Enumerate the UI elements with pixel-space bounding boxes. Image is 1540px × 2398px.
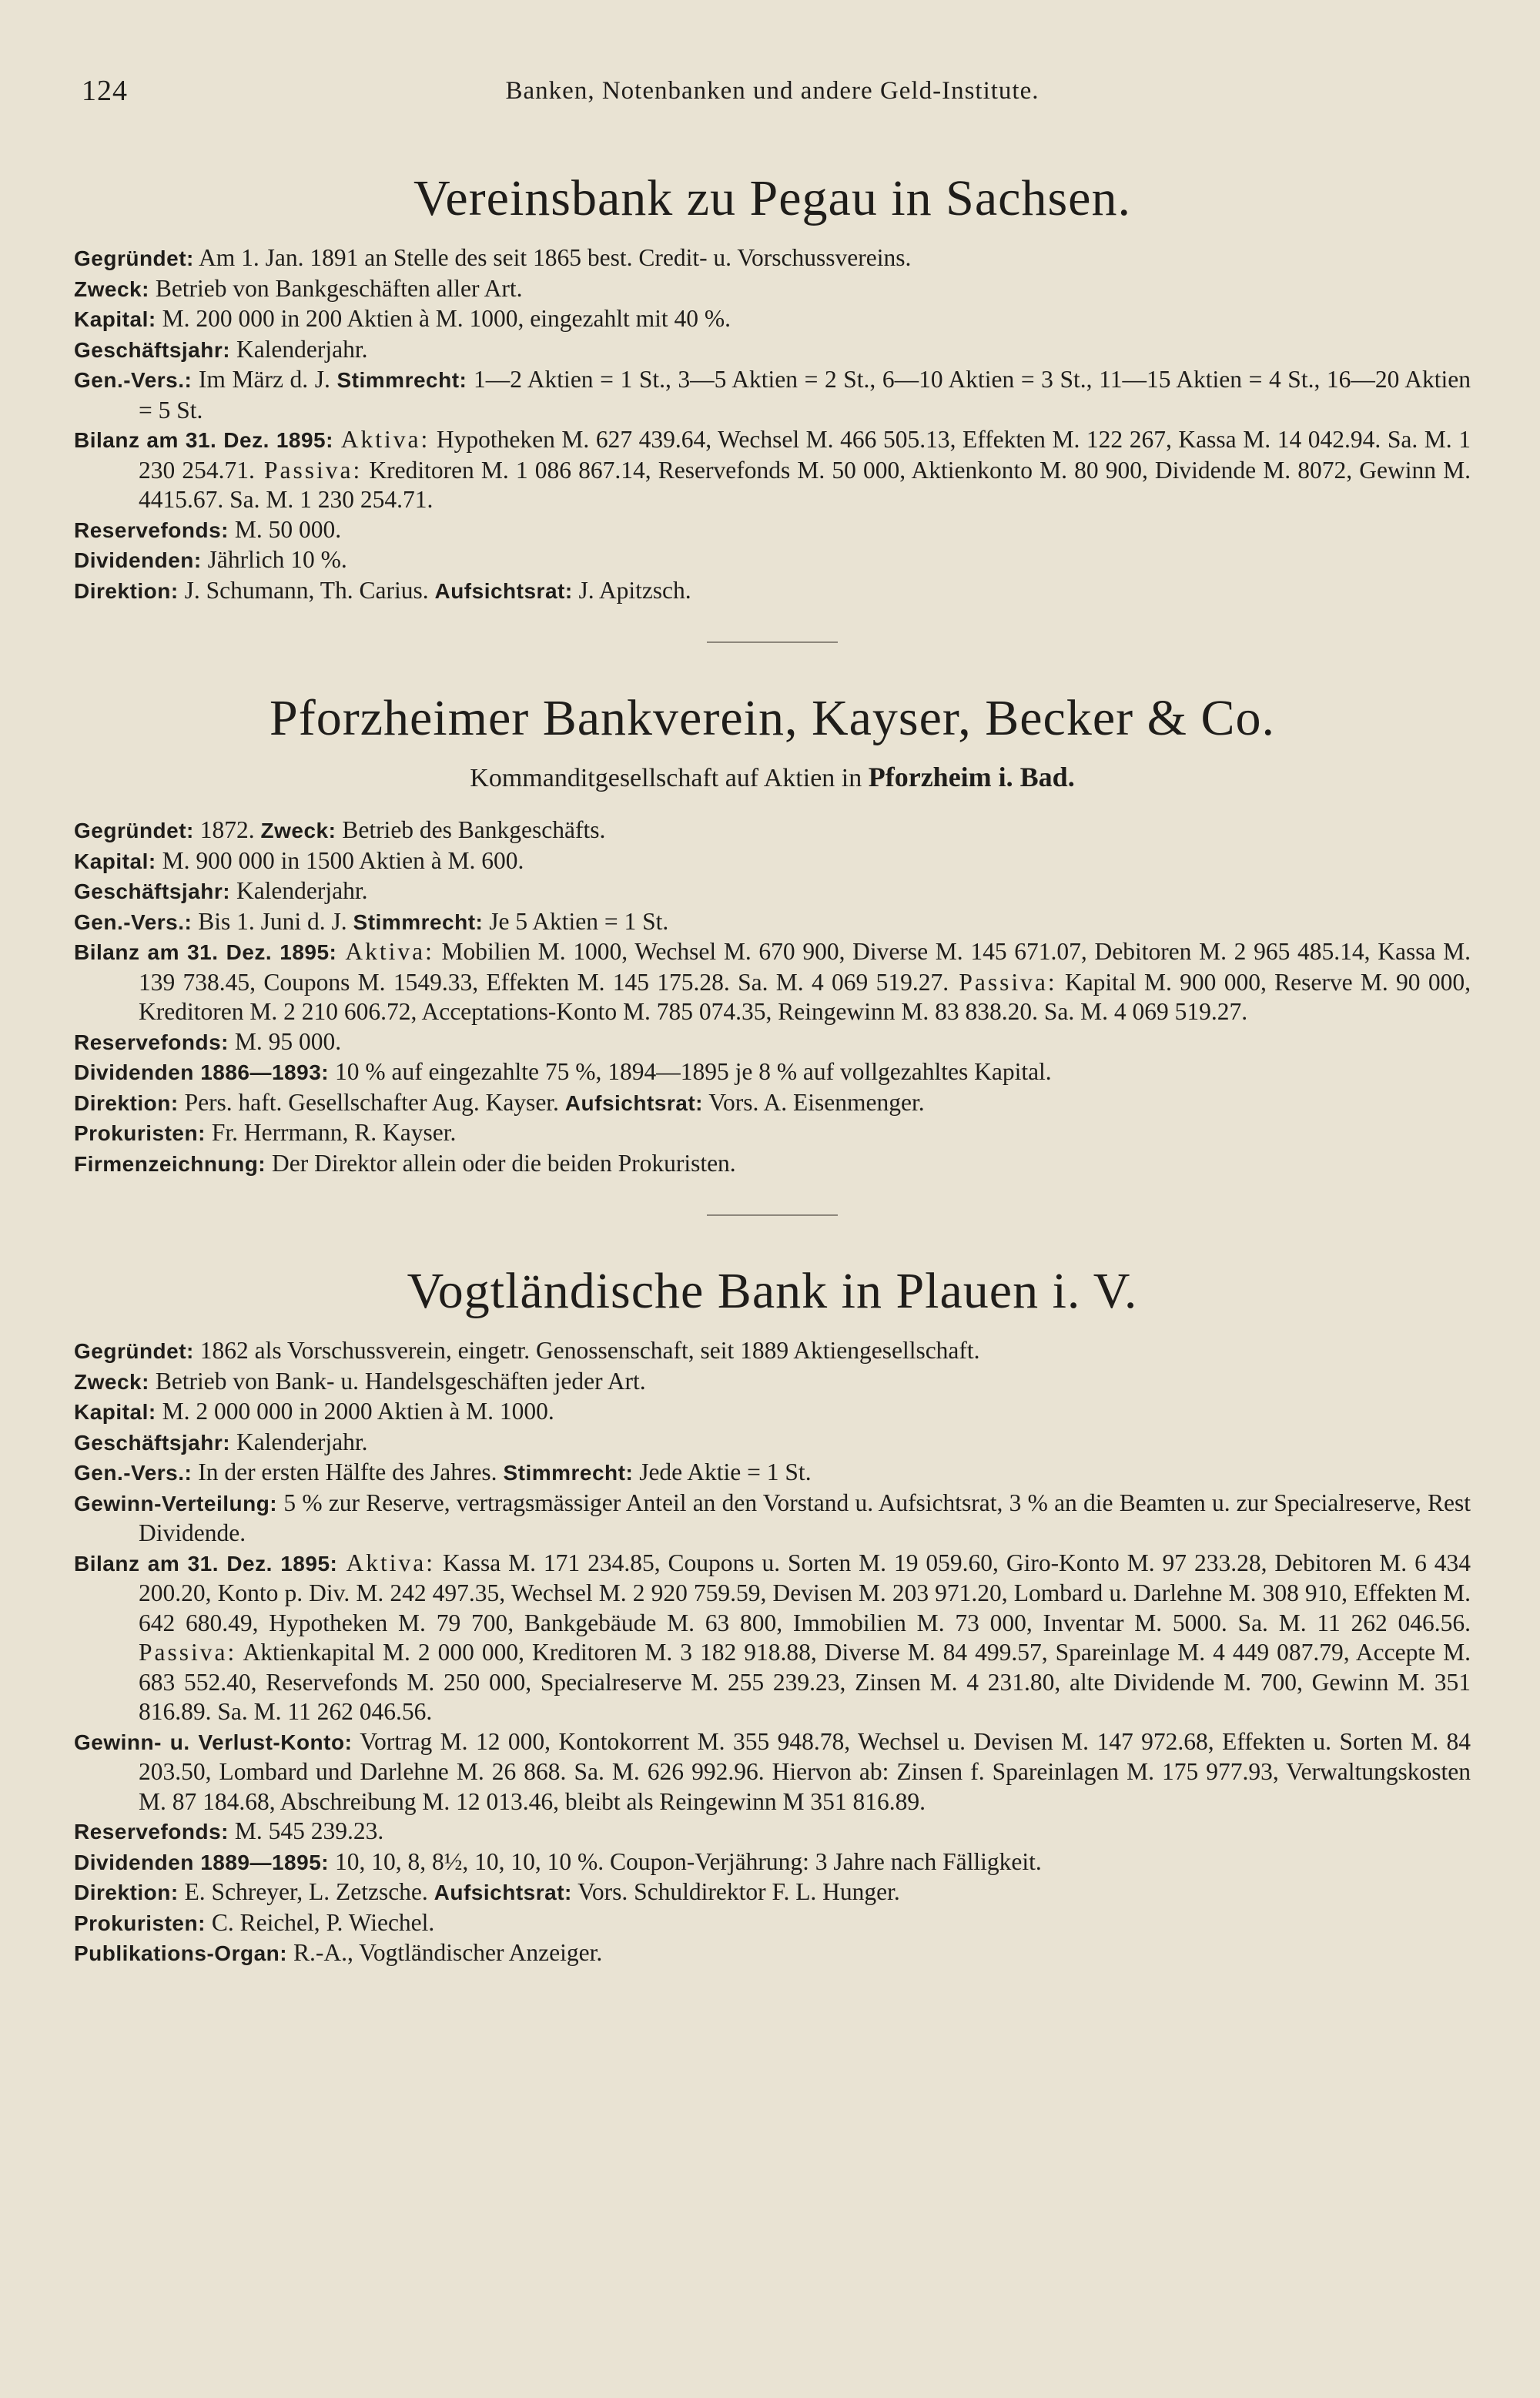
entry-text: M. 200 000 in 200 Aktien à M. 1000, eingezahlt mit 40 %. bbox=[156, 305, 731, 332]
entry-label: Gen.-Vers.: bbox=[74, 909, 192, 934]
entry-text: Im März d. J. bbox=[192, 366, 337, 393]
running-header bbox=[74, 74, 1471, 120]
entry-text-secondary: Vors. A. Eisenmenger. bbox=[703, 1088, 925, 1116]
entry-text: Kalenderjahr. bbox=[230, 1428, 368, 1455]
entry-bilanz bbox=[74, 425, 1471, 515]
entry-direktion bbox=[74, 1877, 1471, 1908]
entry-geschaeftsjahr bbox=[74, 1428, 1471, 1459]
entry-reservefonds bbox=[74, 1817, 1471, 1847]
section-divider bbox=[707, 1214, 838, 1216]
entry-text-secondary: Kapital M. 900 000, Reserve M. 90 000, Kreditoren M. 2 210 606.72, Acceptations-Konto M. 785 074.35, Reingewinn M. 83 838.20. Sa. M. 4 069 519.27. bbox=[139, 968, 1471, 1025]
entry-label: Gen.-Vers.: bbox=[74, 1461, 192, 1485]
entry-text: Mobilien M. 1000, Wechsel M. 670 900, Diverse M. 145 671.07, Debitoren M. 2 965 485.14, Kassa M. 139 738.45, Coupons M. 1549.33, Effekten M. 145 175.28. Sa. M. 4 069 519.27. bbox=[139, 938, 1471, 996]
entry-label: Gegründet: bbox=[74, 819, 194, 842]
entry-kapital bbox=[74, 304, 1471, 335]
entry-label: Direktion: bbox=[74, 1090, 179, 1115]
entry-label: Direktion: bbox=[74, 1881, 179, 1904]
entry-label: Gewinn- u. Verlust-Konto: bbox=[74, 1730, 353, 1754]
aktiva-label: Aktiva: bbox=[337, 1549, 436, 1576]
entry-text: 10, 10, 8, 8½, 10, 10, 10 %. Coupon-Verjährung: 3 Jahre nach Fälligkeit. bbox=[329, 1847, 1042, 1875]
entry-label: Reservefonds: bbox=[74, 1030, 229, 1054]
entry-text: Der Direktor allein oder die beiden Prokuristen. bbox=[266, 1149, 736, 1177]
entry-text: Vortrag M. 12 000, Kontokorrent M. 355 948.78, Wechsel u. Devisen M. 147 972.68, Effekten u. Sorten M. 84 203.50, Lombard und Darlehne M. 26 868. Sa. M. 626 992.96. Hiervon ab: Zinsen f. Spareinlagen M. 175 977.93, Verwaltungskosten M. 87 184.68, Abschreibung M. 12 013.46, bleibt als Reingewinn M 351 816.89. bbox=[139, 1727, 1471, 1815]
entry-text: M. 900 000 in 1500 Aktien à M. 600. bbox=[156, 846, 524, 874]
entry-text: M. 50 000. bbox=[229, 515, 342, 543]
section-divider bbox=[707, 641, 838, 643]
entry-text-secondary: J. Apitzsch. bbox=[572, 576, 691, 604]
entry-text: C. Reichel, P. Wiechel. bbox=[205, 1908, 435, 1936]
entry-dividenden bbox=[74, 545, 1471, 576]
entry-text: M. 545 239.23. bbox=[229, 1817, 384, 1844]
entry-label: Bilanz am 31. Dez. 1895: bbox=[74, 428, 333, 452]
entry-bilanz bbox=[74, 1549, 1471, 1727]
entry-kapital bbox=[74, 1397, 1471, 1428]
aktiva-label: Aktiva: bbox=[333, 426, 430, 453]
entry-label: Gegründet: bbox=[74, 1339, 194, 1363]
entry-gegruendet bbox=[74, 1336, 1471, 1367]
entry-label: Kapital: bbox=[74, 849, 156, 873]
running-title: Banken, Notenbanken und andere Geld-Institute. bbox=[505, 77, 1040, 105]
entry-reservefonds bbox=[74, 515, 1471, 546]
entry-firmenzeichnung bbox=[74, 1149, 1471, 1180]
entry-prokuristen bbox=[74, 1908, 1471, 1939]
entry-label-secondary: Zweck: bbox=[260, 819, 336, 842]
entry-zweck bbox=[74, 1367, 1471, 1398]
entry-text-secondary: 1—2 Aktien = 1 St., 3—5 Aktien = 2 St., 6—10 Aktien = 3 St., 11—15 Aktien = 4 St., 16—20 Aktien = 5 St. bbox=[139, 366, 1471, 424]
entry-label-secondary: Stimmrecht: bbox=[353, 909, 484, 934]
entry-text: E. Schreyer, L. Zetzsche. bbox=[178, 1878, 434, 1905]
entry-text-secondary: Aktienkapital M. 2 000 000, Kreditoren M. 3 182 918.88, Diverse M. 84 499.57, Spareinlage M. 4 449 087.79, Accepte M. 683 552.40, Reservefonds M. 250 000, Specialreserve M. 255 239.23, Zinsen M. 4 231.80, alte Dividende M. 700, Gewinn M. 351 816.89. Sa. M. 11 262 046.56. bbox=[139, 1639, 1471, 1725]
entry-text: M. 95 000. bbox=[229, 1027, 342, 1055]
entry-text: Betrieb von Bank- u. Handelsgeschäften jeder Art. bbox=[149, 1367, 646, 1395]
entry-text: 1872. bbox=[193, 816, 261, 843]
entry-text: Fr. Herrmann, R. Kayser. bbox=[205, 1119, 457, 1146]
entry-label: Geschäftsjahr: bbox=[74, 879, 231, 903]
entry-geschaeftsjahr bbox=[74, 876, 1471, 907]
entry-label-secondary: Stimmrecht: bbox=[503, 1461, 634, 1485]
entry-label: Reservefonds: bbox=[74, 1820, 229, 1844]
entry-label-secondary: Stimmrecht: bbox=[336, 368, 467, 392]
entry-label: Dividenden 1886—1893: bbox=[74, 1060, 330, 1084]
entry-gen-vers bbox=[74, 907, 1471, 938]
section-subtitle bbox=[74, 760, 1471, 795]
section-title: Pforzheimer Bankverein, Kayser, Becker & Co. bbox=[270, 690, 1275, 746]
entry-text: 5 % zur Reserve, vertragsmässiger Anteil an den Vorstand u. Aufsichtsrat, 3 % an die Beamten u. zur Specialreserve, Rest Dividende. bbox=[139, 1489, 1471, 1546]
entry-label: Geschäftsjahr: bbox=[74, 1430, 231, 1455]
entry-label-secondary: Aufsichtsrat: bbox=[434, 578, 573, 603]
entry-text: Pers. haft. Gesellschafter Aug. Kayser. bbox=[178, 1088, 565, 1116]
entry-text-secondary: Betrieb des Bankgeschäfts. bbox=[336, 816, 606, 843]
entry-label-secondary: Aufsichtsrat: bbox=[564, 1090, 703, 1115]
entry-label: Zweck: bbox=[74, 276, 149, 301]
entry-text: Hypotheken M. 627 439.64, Wechsel M. 466 505.13, Effekten M. 122 267, Kassa M. 14 042.94. Sa. M. 1 230 254.71. bbox=[139, 426, 1471, 484]
aktiva-label: Aktiva: bbox=[336, 938, 434, 965]
entry-text: Bis 1. Juni d. J. bbox=[192, 907, 353, 935]
entry-bilanz bbox=[74, 937, 1471, 1027]
entry-text: 10 % auf eingezahlte 75 %, 1894—1895 je 8 % auf vollgezahltes Kapital. bbox=[329, 1058, 1052, 1085]
subtitle-text: Kommanditgesellschaft auf Aktien in bbox=[470, 764, 869, 792]
entry-label: Zweck: bbox=[74, 1369, 149, 1394]
subtitle-place: Pforzheim i. Bad. bbox=[868, 762, 1075, 792]
entry-direktion bbox=[74, 576, 1471, 607]
entry-gen-vers bbox=[74, 1458, 1471, 1489]
entry-text: Kalenderjahr. bbox=[230, 877, 368, 904]
passiva-label: Passiva: bbox=[139, 1639, 237, 1666]
entry-label: Gewinn-Verteilung: bbox=[74, 1491, 278, 1515]
entry-text: R.-A., Vogtländischer Anzeiger. bbox=[287, 1939, 603, 1966]
entry-publikations-organ bbox=[74, 1938, 1471, 1969]
entry-label: Dividenden: bbox=[74, 548, 202, 572]
entry-label: Direktion: bbox=[74, 578, 179, 603]
entry-gewinn-verlust-konto bbox=[74, 1727, 1471, 1817]
entry-text: J. Schumann, Th. Carius. bbox=[178, 576, 435, 604]
entry-zweck bbox=[74, 274, 1471, 305]
entry-text: Am 1. Jan. 1891 an Stelle des seit 1865 best. Credit- u. Vorschussvereins. bbox=[193, 244, 912, 271]
entry-text: Kassa M. 171 234.85, Coupons u. Sorten M. 19 059.60, Giro-Konto M. 97 233.28, Debitoren M. 6 434 200.20, Konto p. Div. M. 242 497.35, Wechsel M. 2 920 759.59, Devisen M. 203 971.20, Lombard u. Darlehne M. 308 910, Effekten M. 642 680.49, Hypotheken M. 79 700, Bankgebäude M. 63 800, Immobilien M. 73 000, Inventar M. 5000. Sa. M. 11 262 046.56. bbox=[139, 1549, 1471, 1636]
passiva-label: Passiva: bbox=[949, 968, 1057, 996]
entry-direktion bbox=[74, 1088, 1471, 1119]
entry-text-secondary: Je 5 Aktien = 1 St. bbox=[483, 907, 669, 935]
section-title: Vereinsbank zu Pegau in Sachsen. bbox=[413, 170, 1131, 226]
section-pforzheimer-bankverein bbox=[74, 688, 1471, 1216]
entry-kapital bbox=[74, 846, 1471, 877]
entry-label-secondary: Aufsichtsrat: bbox=[434, 1881, 572, 1904]
entry-text-secondary: Vors. Schuldirektor F. L. Hunger. bbox=[571, 1878, 900, 1905]
entry-label: Firmenzeichnung: bbox=[74, 1151, 266, 1176]
entry-text: Kalenderjahr. bbox=[230, 335, 368, 363]
entry-label: Reservefonds: bbox=[74, 517, 229, 542]
entry-gewinn-verteilung bbox=[74, 1489, 1471, 1549]
section-vogtlaendische-bank bbox=[74, 1261, 1471, 1969]
entry-text: In der ersten Hälfte des Jahres. bbox=[192, 1459, 504, 1485]
entry-geschaeftsjahr bbox=[74, 335, 1471, 366]
entry-text-secondary: Kreditoren M. 1 086 867.14, Reservefonds M. 50 000, Aktienkonto M. 80 900, Dividende M. 8072, Gewinn M. 4415.67. Sa. M. 1 230 254.71. bbox=[139, 456, 1471, 513]
entry-text: Betrieb von Bankgeschäften aller Art. bbox=[149, 274, 523, 302]
entry-label: Geschäftsjahr: bbox=[74, 337, 231, 362]
entry-text-secondary: Jede Aktie = 1 St. bbox=[633, 1459, 812, 1485]
entry-label: Prokuristen: bbox=[74, 1911, 206, 1935]
entry-label: Dividenden 1889—1895: bbox=[74, 1850, 330, 1874]
entry-text: M. 2 000 000 in 2000 Aktien à M. 1000. bbox=[156, 1398, 554, 1425]
entry-gegruendet bbox=[74, 816, 1471, 846]
entry-text: Jährlich 10 %. bbox=[201, 546, 347, 573]
page-number: 124 bbox=[82, 75, 128, 107]
entry-dividenden bbox=[74, 1057, 1471, 1088]
entry-dividenden bbox=[74, 1847, 1471, 1878]
entry-prokuristen bbox=[74, 1118, 1471, 1149]
entry-reservefonds bbox=[74, 1027, 1471, 1058]
entry-label: Bilanz am 31. Dez. 1895: bbox=[74, 1551, 338, 1576]
entry-label: Gen.-Vers.: bbox=[74, 368, 192, 392]
entry-label: Bilanz am 31. Dez. 1895: bbox=[74, 940, 337, 964]
entry-text: 1862 als Vorschussverein, eingetr. Genossenschaft, seit 1889 Aktiengesellschaft. bbox=[193, 1337, 980, 1364]
entry-gen-vers bbox=[74, 365, 1471, 425]
section-vereinsbank-pegau bbox=[74, 168, 1471, 643]
entry-label: Publikations-Organ: bbox=[74, 1941, 288, 1965]
entry-label: Kapital: bbox=[74, 1400, 156, 1424]
entry-gegruendet bbox=[74, 243, 1471, 274]
entry-label: Kapital: bbox=[74, 307, 156, 331]
entry-label: Prokuristen: bbox=[74, 1121, 206, 1145]
entry-label: Gegründet: bbox=[74, 246, 194, 270]
passiva-label: Passiva: bbox=[254, 456, 363, 484]
section-title: Vogtländische Bank in Plauen i. V. bbox=[407, 1263, 1138, 1319]
